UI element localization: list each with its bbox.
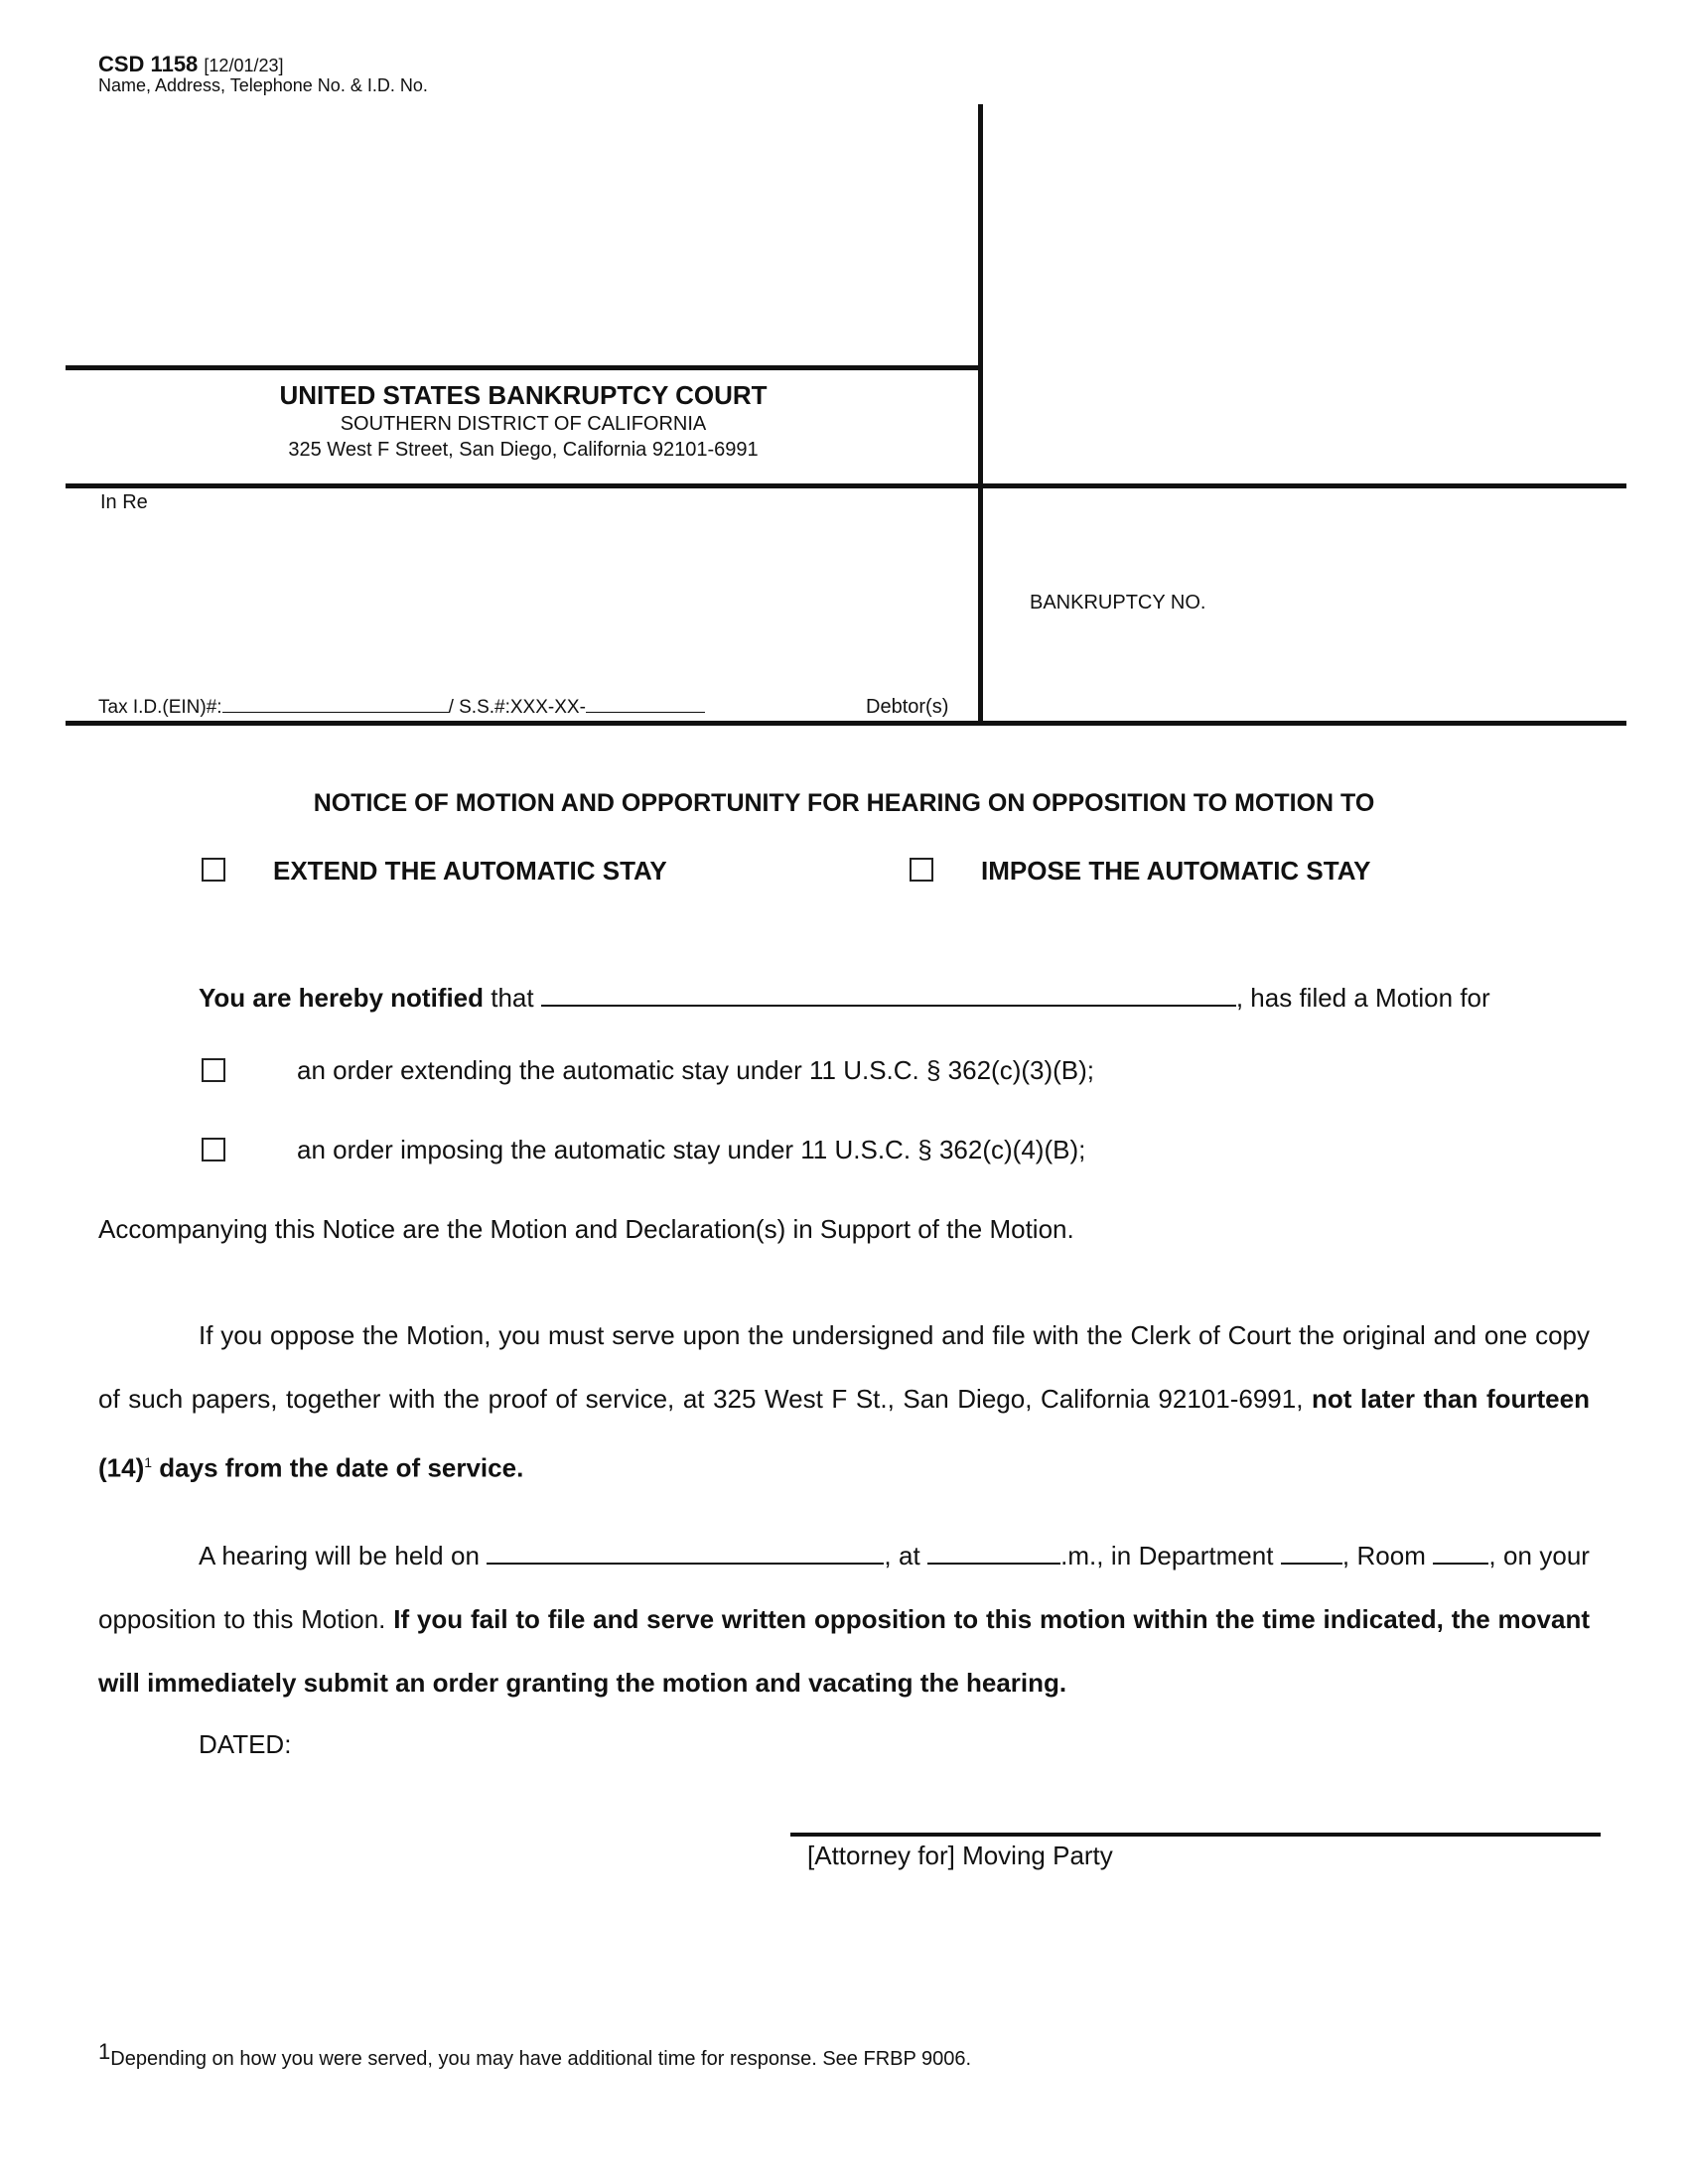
tax-id-label: Tax I.D.(EIN)#: — [98, 697, 222, 718]
oppose-text: If you oppose the Motion, you must serve upon the undersigned and file with the Clerk of Court the original and one copy of such papers, together with the proof of service, at 325 West F St., San Diego, California 92101-6991, — [98, 1320, 1590, 1414]
oppose-paragraph — [98, 1303, 1590, 1500]
caption-line-top — [66, 365, 981, 370]
hearing-text-5: , on — [1488, 1541, 1532, 1570]
ssn-field[interactable] — [586, 696, 705, 713]
caption-line-middle — [66, 483, 1626, 488]
hearing-warning: If you fail to file and serve written opposition to this motion within the time indicated, the movant will immediately submit an order granting the motion and vacating the hearing. — [98, 1604, 1590, 1698]
hearing-text-2: , at — [884, 1541, 920, 1570]
order-imposing-label: an order imposing the automatic stay under 11 U.S.C. § 362(c)(4)(B); — [297, 1135, 1086, 1164]
court-name: UNITED STATES BANKRUPTCY COURT — [279, 380, 768, 410]
order-imposing-checkbox[interactable] — [202, 1138, 225, 1161]
tax-id-row — [98, 696, 705, 719]
department-field[interactable] — [1281, 1543, 1342, 1565]
notified-that: that — [491, 983, 534, 1013]
court-block — [66, 379, 981, 463]
hearing-paragraph — [98, 1524, 1590, 1714]
extend-stay-label: EXTEND THE AUTOMATIC STAY — [273, 856, 667, 886]
bankruptcy-no-value[interactable] — [1231, 592, 1529, 615]
signature-label: [Attorney for] Moving Party — [807, 1841, 1113, 1870]
impose-stay-label: IMPOSE THE AUTOMATIC STAY — [981, 856, 1371, 886]
impose-stay-checkbox[interactable] — [910, 858, 933, 882]
notified-tail: , has filed a Motion for — [1235, 983, 1490, 1013]
movant-name-field[interactable] — [541, 985, 1236, 1007]
oppose-deadline-2: days from the date of service. — [159, 1452, 524, 1483]
debtor-label: Debtor(s) — [866, 696, 949, 718]
hearing-date-field[interactable] — [487, 1543, 884, 1565]
ssn-label: / S.S.#:XXX-XX- — [448, 697, 586, 718]
hearing-text-4: , Room — [1341, 1541, 1426, 1570]
signature-line[interactable] — [790, 1833, 1601, 1837]
order-extending-checkbox[interactable] — [202, 1058, 225, 1082]
tax-id-field[interactable] — [222, 696, 449, 713]
hearing-text-6: your opposition to this Motion. — [98, 1541, 1590, 1634]
dated-label: DATED: — [199, 1729, 292, 1759]
name-address-label: Name, Address, Telephone No. & I.D. No. — [98, 75, 428, 95]
oppose-deadline-1: not later than fourteen (14) — [98, 1384, 1590, 1483]
form-date: [12/01/23] — [204, 56, 284, 75]
extend-stay-checkbox[interactable] — [202, 858, 225, 882]
court-address: 325 West F Street, San Diego, California 92101-6991 — [288, 439, 759, 461]
accompanying-text: Accompanying this Notice are the Motion and Declaration(s) in Support of the Motion. — [98, 1214, 1074, 1244]
room-field[interactable] — [1433, 1543, 1488, 1565]
hearing-text-3: .m., in Department — [1060, 1541, 1274, 1570]
bankruptcy-no-label: BANKRUPTCY NO. — [1030, 592, 1206, 614]
notice-title: NOTICE OF MOTION AND OPPORTUNITY FOR HEARING ON OPPOSITION TO MOTION TO — [313, 789, 1375, 817]
hearing-text-1: A hearing will be held on — [199, 1541, 480, 1570]
footnote-ref: 1 — [144, 1454, 153, 1470]
footnote — [98, 2039, 971, 2071]
notified-line — [199, 983, 1490, 1014]
form-id-line — [98, 52, 284, 77]
court-district: SOUTHERN DISTRICT OF CALIFORNIA — [340, 413, 707, 435]
in-re-label: In Re — [100, 491, 148, 513]
hearing-time-field[interactable] — [927, 1543, 1060, 1565]
caption-line-bottom — [66, 721, 1626, 726]
order-extending-label: an order extending the automatic stay under 11 U.S.C. § 362(c)(3)(B); — [297, 1055, 1095, 1085]
footnote-text: Depending on how you were served, you may have additional time for response. See FRBP 9006. — [110, 2048, 972, 2070]
footnote-marker: 1 — [98, 2039, 111, 2064]
form-id: CSD 1158 — [98, 52, 199, 76]
notified-bold: You are hereby notified — [199, 983, 485, 1013]
